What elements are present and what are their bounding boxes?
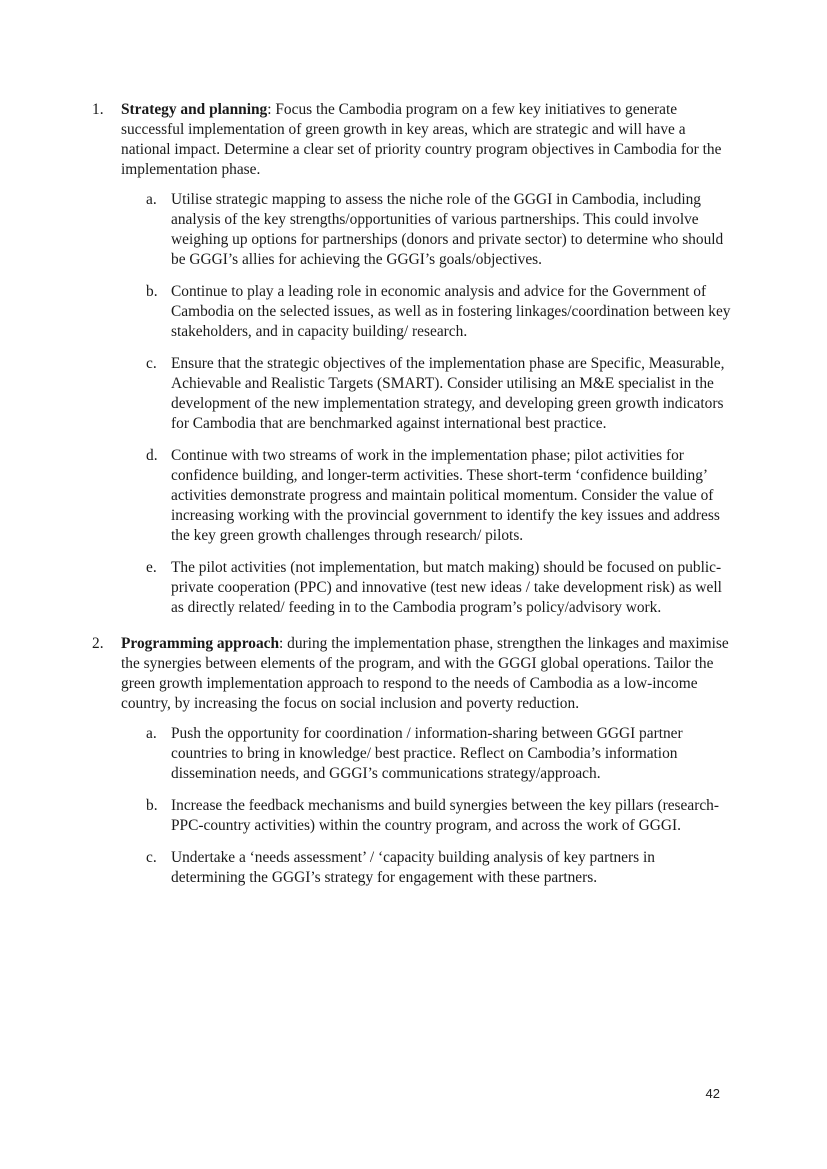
sublist-item <box>146 446 732 546</box>
sublist-item <box>146 724 732 784</box>
item-heading: Programming approach <box>121 635 280 652</box>
sub-letter: a. <box>146 191 157 208</box>
sub-letter: b. <box>146 797 158 814</box>
item-paragraph <box>121 100 732 180</box>
recommendations-list <box>92 100 732 904</box>
sub-letter: c. <box>146 849 157 866</box>
item-text: : during the implementation phase, strengthen the linkages and maximise the synergies between elements of the program, and with the GGGI global operations. Tailor the green growth implementation approach to respond to the needs of Cambodia as a low-income country, by increasing the focus on social inclusion and poverty reduction. <box>121 635 729 712</box>
list-item <box>92 100 732 618</box>
sub-text: Continue to play a leading role in economic analysis and advice for the Government of Cambodia on the selected issues, as well as in fostering linkages/coordination between key stakeholders, and in capacity building/ research. <box>171 283 731 340</box>
sub-letter: c. <box>146 355 157 372</box>
item-text: : Focus the Cambodia program on a few key initiatives to generate successful implementation of green growth in key areas, which are strategic and will have a national impact. Determine a clear set of priority country program objectives in Cambodia for the implementation phase. <box>121 101 722 178</box>
sub-text: Continue with two streams of work in the implementation phase; pilot activities for confidence building, and longer-term activities. These short-term ‘confidence building’ activities demonstrate progress and maintain political momentum. Consider the value of increasing working with the provincial government to identify the key issues and address the key green growth challenges through research/ pilots. <box>171 447 720 544</box>
item-number: 2. <box>92 635 104 652</box>
sublist-item <box>146 354 732 434</box>
sub-text: Push the opportunity for coordination / information-sharing between GGGI partner countries to bring in knowledge/ best practice. Reflect on Cambodia’s information dissemination needs, and GGGI’s communications strategy/approach. <box>171 725 683 782</box>
sublist <box>92 724 732 888</box>
sublist-item <box>146 848 732 888</box>
sub-letter: b. <box>146 283 158 300</box>
sub-text: Ensure that the strategic objectives of the implementation phase are Specific, Measurable, Achievable and Realistic Targets (SMART). Consider utilising an M&E specialist in the development of the new implementation strategy, and developing green growth indicators for Cambodia that are benchmarked against international best practice. <box>171 355 725 432</box>
list-item <box>92 634 732 888</box>
sublist-item <box>146 282 732 342</box>
sublist-item <box>146 796 732 836</box>
sub-text: Undertake a ‘needs assessment’ / ‘capacity building analysis of key partners in determining the GGGI’s strategy for engagement with these partners. <box>171 849 655 886</box>
item-paragraph <box>121 634 732 714</box>
sub-text: The pilot activities (not implementation, but match making) should be focused on public-private cooperation (PPC) and innovative (test new ideas / take development risk) as well as directly related/ feeding in to the Cambodia program’s policy/advisory work. <box>171 559 722 616</box>
sublist-item <box>146 190 732 270</box>
sub-letter: e. <box>146 559 157 576</box>
page-number: 42 <box>705 1086 720 1101</box>
sublist-item <box>146 558 732 618</box>
sublist <box>92 190 732 618</box>
item-number: 1. <box>92 101 104 118</box>
item-heading: Strategy and planning <box>121 101 268 118</box>
sub-text: Utilise strategic mapping to assess the niche role of the GGGI in Cambodia, including analysis of the key strengths/opportunities of various partnerships. This could involve weighing up options for partnerships (donors and private sector) to determine who should be GGGI’s allies for achieving the GGGI’s goals/objectives. <box>171 191 724 268</box>
sub-letter: d. <box>146 447 158 464</box>
sub-letter: a. <box>146 725 157 742</box>
sub-text: Increase the feedback mechanisms and build synergies between the key pillars (research-PPC-country activities) within the country program, and across the work of GGGI. <box>171 797 719 834</box>
